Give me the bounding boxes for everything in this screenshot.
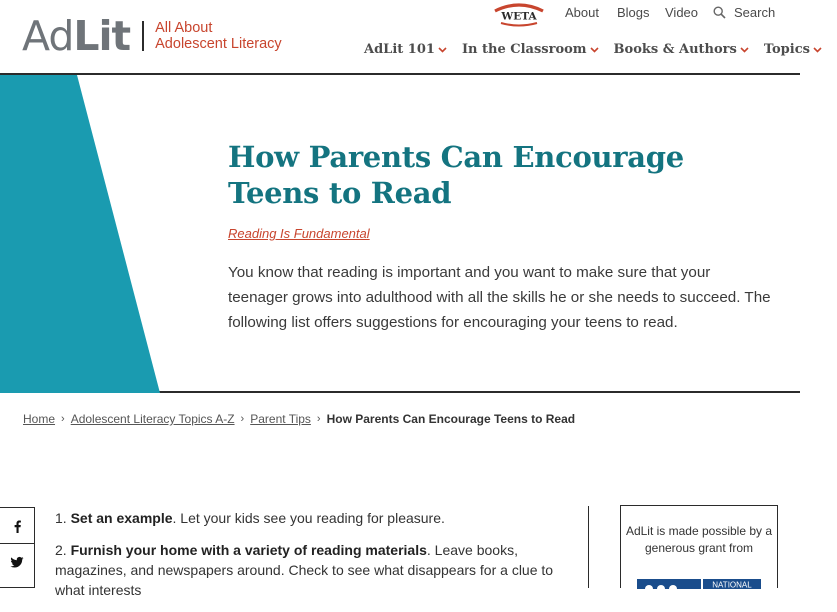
- content-divider: [588, 506, 589, 588]
- item-heading: Set an example: [70, 510, 173, 526]
- breadcrumb: [23, 412, 575, 426]
- chevron-right-icon: ›: [61, 413, 65, 425]
- item-number: 1.: [55, 510, 67, 526]
- nav-topics[interactable]: [764, 42, 822, 57]
- tagline-line1: All About: [155, 20, 213, 36]
- item-heading: Furnish your home with a variety of reading materials: [70, 542, 427, 558]
- logo-divider: [142, 21, 144, 51]
- adlit-logo[interactable]: [22, 12, 282, 60]
- utility-blogs-link[interactable]: Blogs: [617, 5, 650, 20]
- hero-teal-shape: [0, 75, 170, 393]
- chevron-down-icon: [813, 47, 822, 53]
- article-summary: You know that reading is important and you want to make sure that your teenager grows into adulthood with all the skills he or she needs to succeed. The following list offers suggestions for encouraging your teens to read.: [228, 264, 771, 331]
- category-link[interactable]: Reading Is Fundamental: [228, 226, 370, 241]
- list-item: [55, 508, 565, 528]
- nav-in-the-classroom[interactable]: [462, 42, 599, 57]
- item-number: 2.: [55, 542, 67, 558]
- chevron-right-icon: ›: [240, 413, 245, 425]
- article-hero: [0, 75, 800, 393]
- breadcrumb-parent-tips[interactable]: Parent Tips: [250, 412, 311, 426]
- breadcrumb-current: How Parents Can Encourage Teens to Read: [326, 412, 576, 426]
- sponsor-box: [620, 505, 778, 588]
- breadcrumb-topics[interactable]: Adolescent Literacy Topics A-Z: [70, 412, 235, 426]
- nav-label: AdLit 101: [364, 42, 435, 57]
- search-button[interactable]: [713, 5, 775, 20]
- article-body: [55, 508, 565, 612]
- sponsor-logo[interactable]: [637, 579, 761, 589]
- logo-ad: Ad: [22, 11, 74, 60]
- logo-tagline: [155, 20, 282, 52]
- logo-lit: Lit: [73, 11, 131, 60]
- search-icon: [713, 6, 726, 19]
- nav-books-authors[interactable]: [614, 42, 749, 57]
- utility-about-link[interactable]: About: [565, 5, 599, 20]
- utility-video-link[interactable]: Video: [665, 5, 699, 20]
- twitter-share-button[interactable]: [0, 544, 34, 580]
- breadcrumb-home[interactable]: Home: [23, 412, 56, 426]
- twitter-icon: [10, 555, 24, 569]
- weta-logo-text: WETA: [501, 10, 537, 23]
- facebook-share-button[interactable]: [0, 508, 34, 544]
- item-text: . Leave books, magazines, and newspapers around. Check to see what disappears for a clue to what interests: [55, 542, 554, 598]
- chevron-right-icon: ›: [316, 413, 321, 425]
- sponsor-text: AdLit is made possible by a generous grant from: [625, 524, 773, 555]
- chevron-down-icon: [438, 47, 447, 53]
- nav-adlit-101[interactable]: [364, 42, 447, 57]
- tagline-line2: Adolescent Literacy: [155, 36, 282, 52]
- chevron-down-icon: [740, 47, 749, 53]
- search-label: Search: [734, 5, 776, 20]
- item-text: . Let your kids see you reading for pleasure.: [172, 510, 445, 526]
- nav-label: Books & Authors: [613, 42, 737, 57]
- list-item: [55, 540, 565, 600]
- facebook-icon: [10, 519, 24, 533]
- main-nav: [364, 42, 837, 57]
- nav-label: Topics: [763, 42, 810, 57]
- sponsor-logo-text: NATIONAL: [712, 580, 752, 590]
- site-header: [0, 0, 810, 75]
- weta-logo[interactable]: [491, 2, 547, 26]
- nav-label: In the Classroom: [461, 42, 587, 57]
- share-bar: [0, 507, 35, 588]
- chevron-down-icon: [590, 47, 599, 53]
- page-title: How Parents Can Encourage Teens to Read: [228, 140, 684, 210]
